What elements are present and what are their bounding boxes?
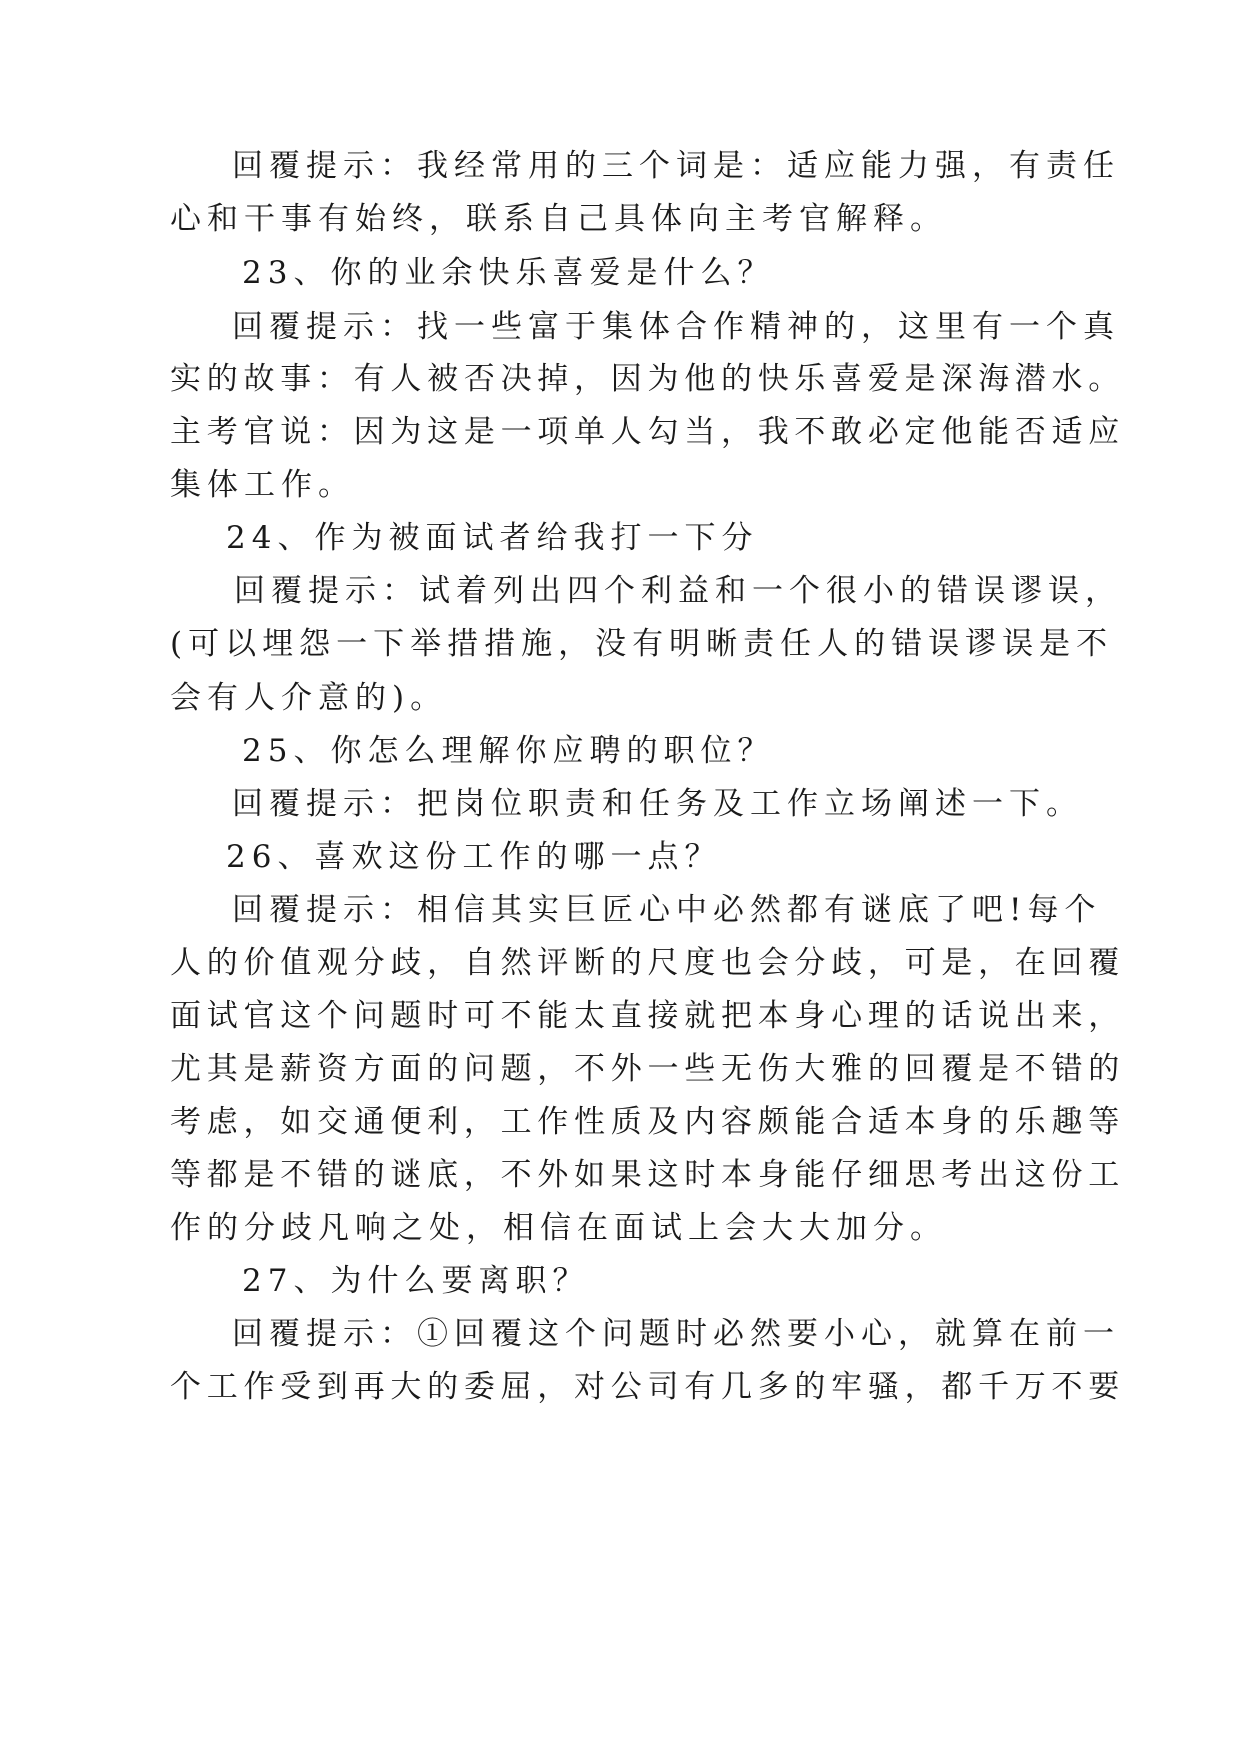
section-heading-25: 25、你怎么理解你应聘的职位？	[242, 733, 775, 769]
text-line: 尤其是薪资方面的问题，不外一些无伤大雅的回覆是不错的	[170, 1051, 1125, 1087]
text-line: 回覆提示：我经常用的三个词是：适应能力强，有责任	[232, 148, 1120, 184]
text-line: 心和干事有始终，联系自己具体向主考官解释。	[170, 201, 947, 237]
text-line: 人的价值观分歧，自然评断的尺度也会分歧，可是，在回覆	[170, 945, 1125, 981]
text-line: 考虑，如交通便利，工作性质及内容颇能合适本身的乐趣等	[170, 1104, 1125, 1140]
text-line: 主考官说：因为这是一项单人勾当，我不敢必定他能否适应	[170, 414, 1125, 450]
text-line: 面试官这个问题时可不能太直接就把本身心理的话说出来，	[170, 998, 1125, 1034]
section-heading-23: 23、你的业余快乐喜爱是什么？	[242, 255, 775, 291]
text-line: 等都是不错的谜底，不外如果这时本身能仔细思考出这份工	[170, 1157, 1125, 1193]
text-line: 集体工作。	[170, 467, 355, 503]
text-line: 作的分歧凡响之处，相信在面试上会大大加分。	[170, 1210, 947, 1246]
text-line: 回覆提示：找一些富于集体合作精神的，这里有一个真	[232, 309, 1120, 345]
text-line: 回覆提示：试着列出四个利益和一个很小的错误谬误，	[234, 573, 1122, 609]
text-line: (可以埋怨一下举措措施，没有明晰责任人的错误谬误是不	[170, 626, 1114, 662]
section-heading-26: 26、喜欢这份工作的哪一点？	[226, 839, 722, 875]
section-heading-24: 24、作为被面试者给我打一下分	[226, 520, 759, 556]
text-line: 回覆提示：把岗位职责和任务及工作立场阐述一下。	[232, 786, 1083, 822]
text-line: 回覆提示：①回覆这个问题时必然要小心，就算在前一	[232, 1316, 1120, 1352]
section-heading-27: 27、为什么要离职？	[242, 1263, 590, 1299]
text-line: 实的故事：有人被否决掉，因为他的快乐喜爱是深海潜水。	[170, 361, 1125, 397]
text-line: 个工作受到再大的委屈，对公司有几多的牢骚，都千万不要	[170, 1369, 1125, 1405]
text-line: 回覆提示：相信其实巨匠心中必然都有谜底了吧!每个	[232, 892, 1102, 928]
text-line: 会有人介意的)。	[170, 680, 448, 716]
